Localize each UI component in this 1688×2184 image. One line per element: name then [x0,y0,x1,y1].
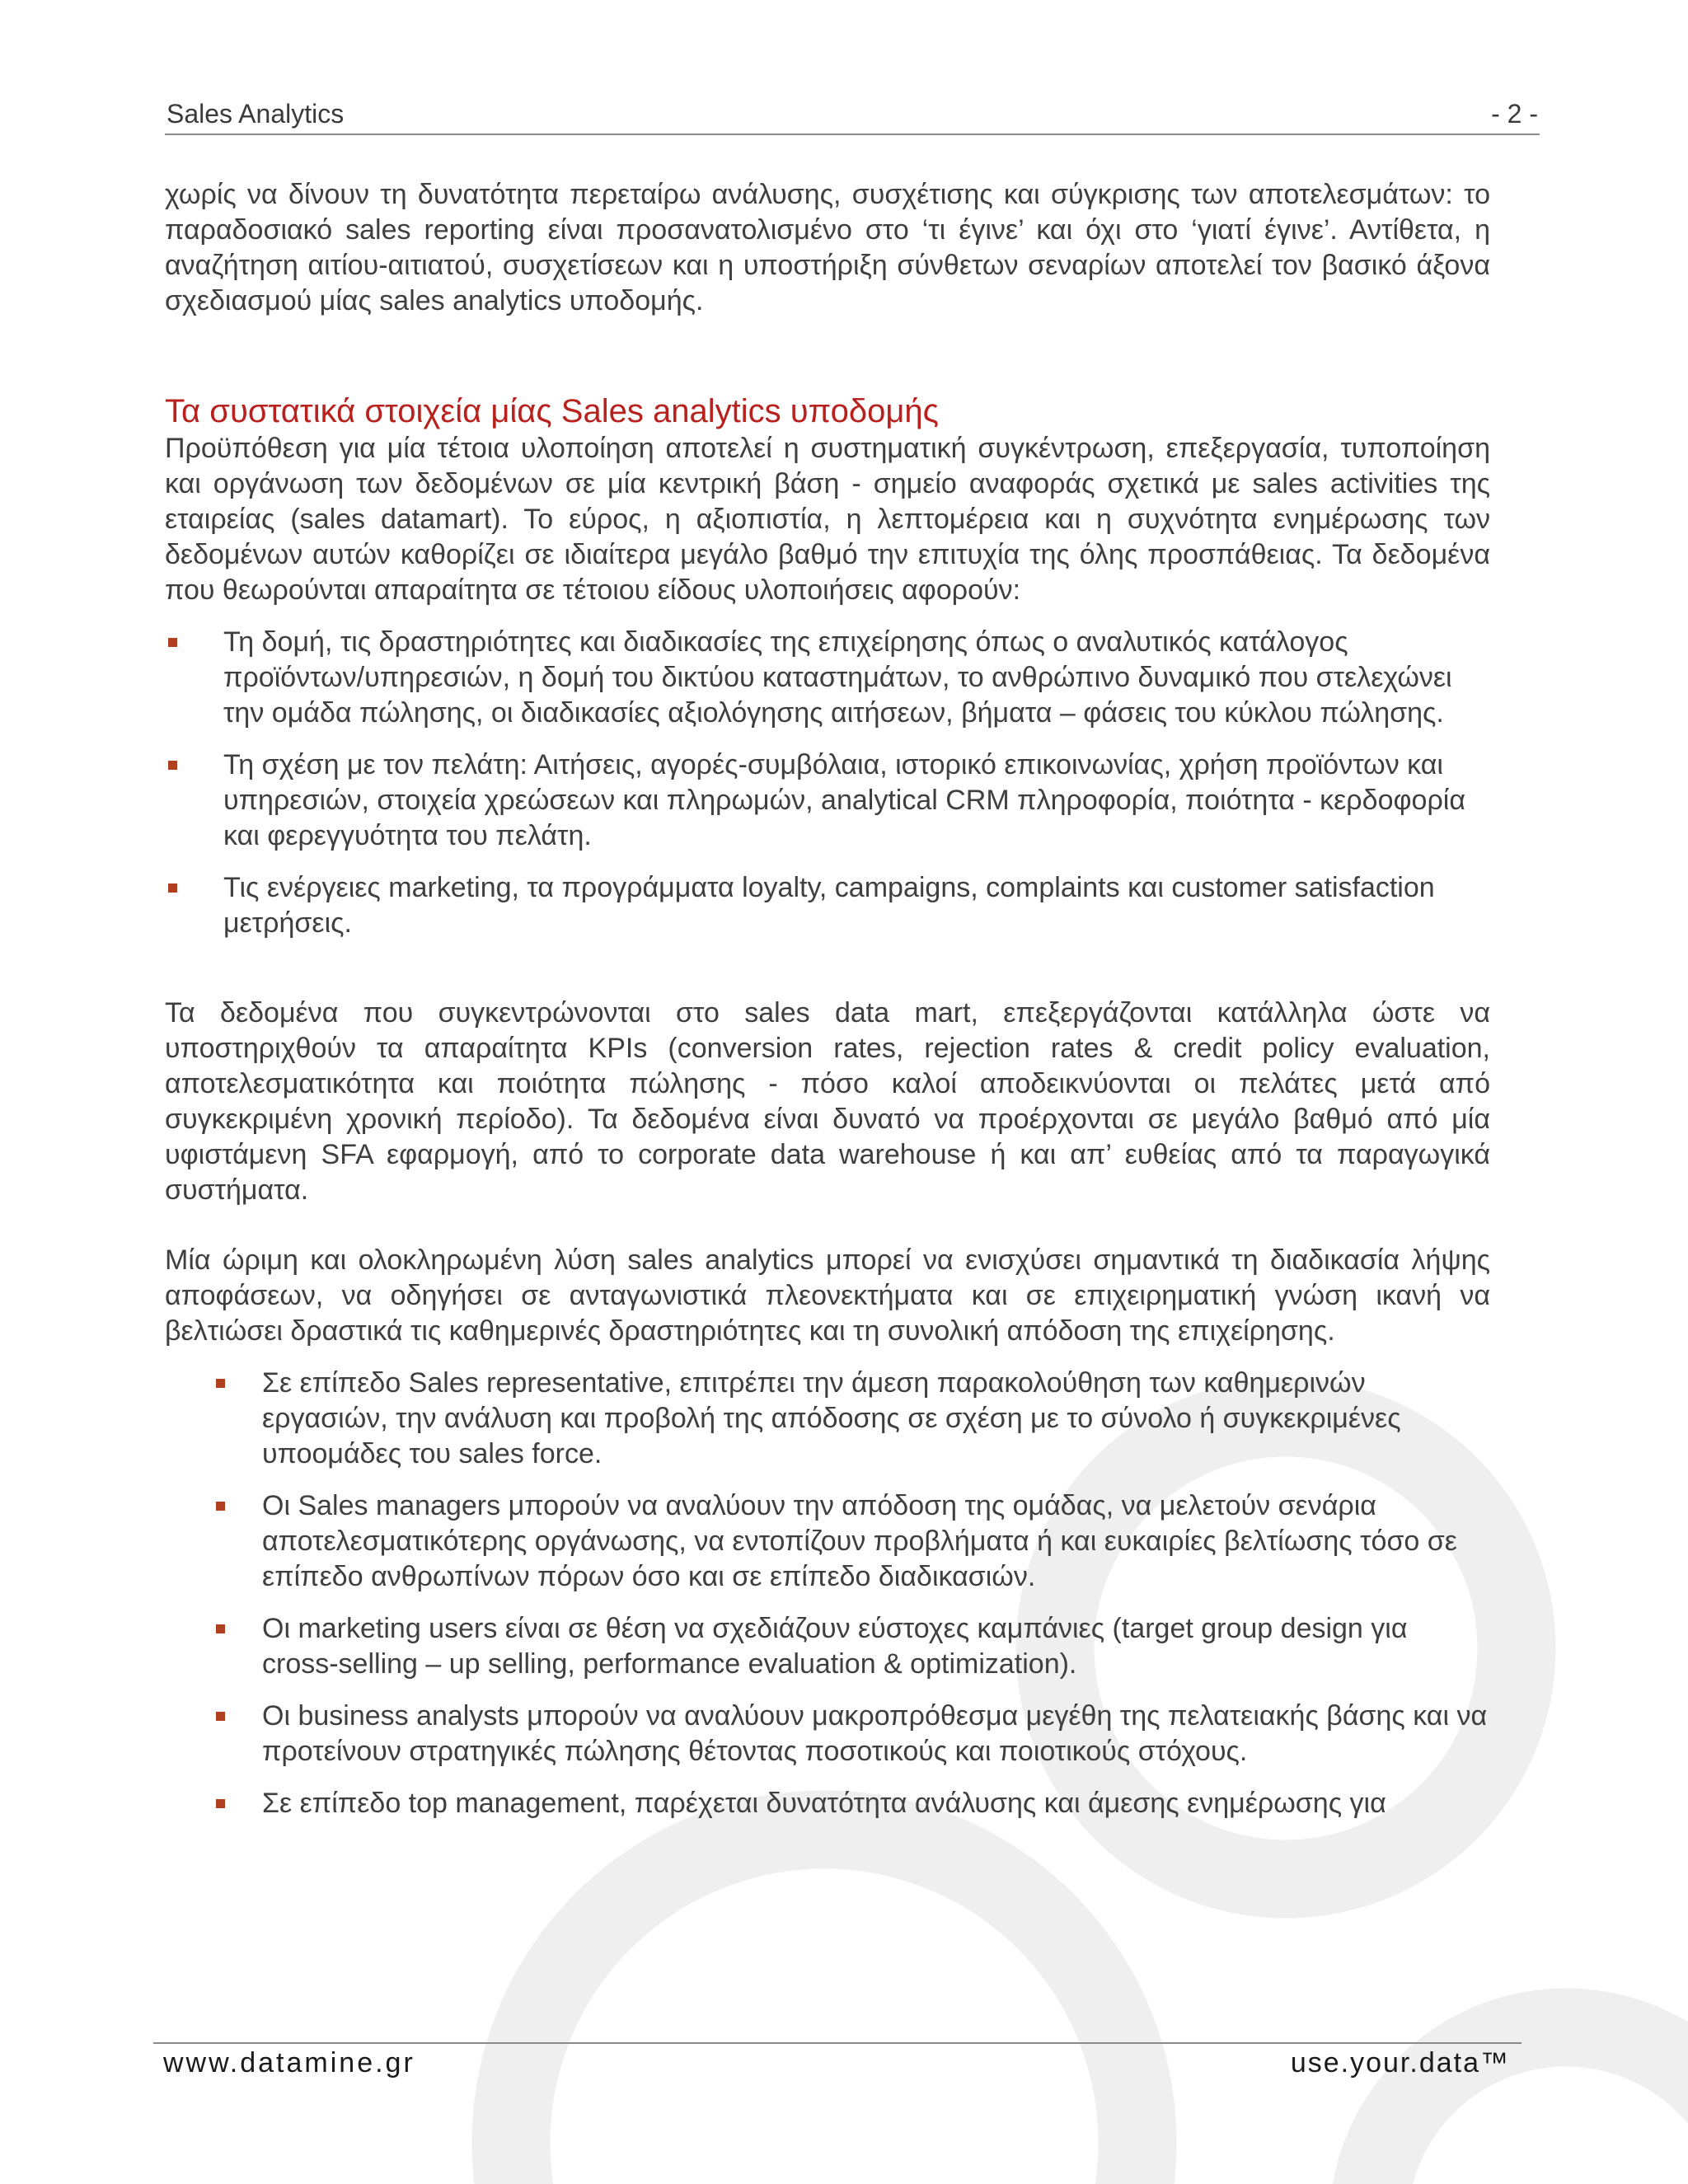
footer-website: www.datamine.gr [163,2047,415,2079]
list-item-text: Οι Sales managers μπορούν να αναλύουν την απόδοση της ομάδας, να μελετούν σενάρια αποτελεσματικότερης οργάνωσης, να εντοπίζουν προβλήματα ή και ευκαιρίες βελτίωσης τόσο σε επίπεδο ανθρωπίνων πόρων όσο και σε επίπεδο διαδικασιών. [262,1490,1457,1592]
list-item-text: Τις ενέργειες marketing, τα προγράμματα loyalty, campaigns, complaints και customer satisfaction μετρήσεις. [223,872,1435,939]
list-item [165,1699,1490,1769]
list-item-text: Σε επίπεδο Sales representative, επιτρέπει την άμεση παρακολούθηση των καθημερινών εργασιών, την ανάλυση και προβολή της απόδοσης σε σχέση με το σύνολο ή συγκεκριμένες υποομάδες του sales force. [262,1367,1401,1469]
list-item-text: Οι business analysts μπορούν να αναλύουν μακροπρόθεσμα μεγέθη της πελατειακής βάσης και να προτείνουν στρατηγικές πώλησης θέτοντας ποσοτικούς και ποιοτικούς στόχους. [262,1700,1488,1767]
square-bullet-icon [216,1624,225,1633]
square-bullet-icon [168,638,177,647]
list-item [165,870,1490,941]
role-bullet-list [165,1366,1490,1821]
list-item-text: Οι marketing users είναι σε θέση να σχεδιάζουν εύστοχες καμπάνιες (target group design για cross-selling – up selling, performance evaluation & optimization). [262,1613,1408,1680]
list-item [165,1611,1490,1682]
list-item-text: Τη σχέση με τον πελάτη: Αιτήσεις, αγορές-συμβόλαια, ιστορικό επικοινωνίας, χρήση προϊόντων και υπηρεσιών, στοιχεία χρεώσεων και πληρωμών, analytical CRM πληροφορία, ποιότητα - κερδοφορία και φερεγγυότητα του πελάτη. [223,749,1465,851]
header-title: Sales Analytics [166,99,345,129]
list-item [165,625,1490,731]
intro-paragraph: χωρίς να δίνουν τη δυνατότητα περεταίρω ανάλυσης, συσχέτισης και σύγκρισης των αποτελεσμάτων: το παραδοσιακό sales reporting είναι προσανατολισμένο στο ‘τι έγινε’ και όχι στο ‘γιατί έγινε’. Αντίθετα, η αναζήτηση αιτίου-αιτιατού, συσχετίσεων και η υποστήριξη σύνθετων σεναρίων αποτελεί τον βασικό άξονα σχεδιασμού μίας sales analytics υποδομής. [165,179,1490,316]
square-bullet-icon [168,883,177,893]
footer-tagline: use.your.data™ [1290,2047,1510,2079]
square-bullet-icon [216,1712,225,1721]
solution-paragraph: Μία ώριμη και ολοκληρωμένη λύση sales analytics μπορεί να ενισχύσει σημαντικά τη διαδικασία λήψης αποφάσεων, να οδηγήσει σε ανταγωνιστικά πλεονεκτήματα και σε επιχειρηματική γνώση ικανή να βελτιώσει δραστικά τις καθημερινές δραστηριότητες και τη συνολική απόδοση της επιχείρησης. [165,1244,1490,1347]
square-bullet-icon [216,1379,225,1388]
list-item [165,1366,1490,1472]
page-number: - 2 - [1491,99,1538,129]
square-bullet-icon [168,761,177,770]
page-content [165,177,1490,1821]
list-item-text: Τη δομή, τις δραστηριότητες και διαδικασίες της επιχείρησης όπως ο αναλυτικός κατάλογος προϊόντων/υπηρεσιών, η δομή του δικτύου καταστημάτων, το ανθρώπινο δυναμικό που στελεχώνει την ομάδα πώλησης, οι διαδικασίες αξιολόγησης αιτήσεων, βήματα – φάσεις του κύκλου πώλησης. [223,626,1452,729]
footer-divider [153,2042,1522,2044]
data-bullet-list [165,625,1490,941]
list-item [165,1786,1490,1821]
square-bullet-icon [216,1799,225,1808]
list-item-text: Σε επίπεδο top management, παρέχεται δυνατότητα ανάλυσης και άμεσης ενημέρωσης για [262,1788,1386,1819]
square-bullet-icon [216,1502,225,1511]
section-paragraph: Προϋπόθεση για μία τέτοια υλοποίηση αποτελεί η συστηματική συγκέντρωση, επεξεργασία, τυποποίηση και οργάνωση των δεδομένων σε μία κεντρική βάση - σημείο αναφοράς σχετικά με sales activities της εταιρείας (sales datamart). Το εύρος, η αξιοπιστία, η λεπτομέρεια και η συχνότητα ενημέρωσης των δεδομένων αυτών καθορίζει σε ιδιαίτερα μεγάλο βαθμό την επιτυχία της όλης προσπάθειας. Τα δεδομένα που θεωρούνται απαραίτητα σε τέτοιου είδους υλοποιήσεις αφορούν: [165,433,1490,606]
list-item [165,748,1490,854]
list-item [165,1488,1490,1595]
datamart-paragraph: Τα δεδομένα που συγκεντρώνονται στο sales data mart, επεξεργάζονται κατάλληλα ώστε να υποστηριχθούν τα απαραίτητα KPIs (conversion rates, rejection rates & credit policy evaluation, αποτελεσματικότητα και ποιότητα πώλησης - πόσο καλοί αποδεικνύονται οι πελάτες μετά από συγκεκριμένη χρονική περίοδο). Τα δεδομένα είναι δυνατό να προέρχονται σε μεγάλο βαθμό από μία υφιστάμενη SFA εφαρμογή, από το corporate data warehouse ή και απ’ ευθείας από τα παραγωγικά συστήματα. [165,997,1490,1206]
page-header [165,97,1540,135]
section-heading: Τα συστατικά στοιχεία μίας Sales analytics υποδομής [165,393,939,429]
